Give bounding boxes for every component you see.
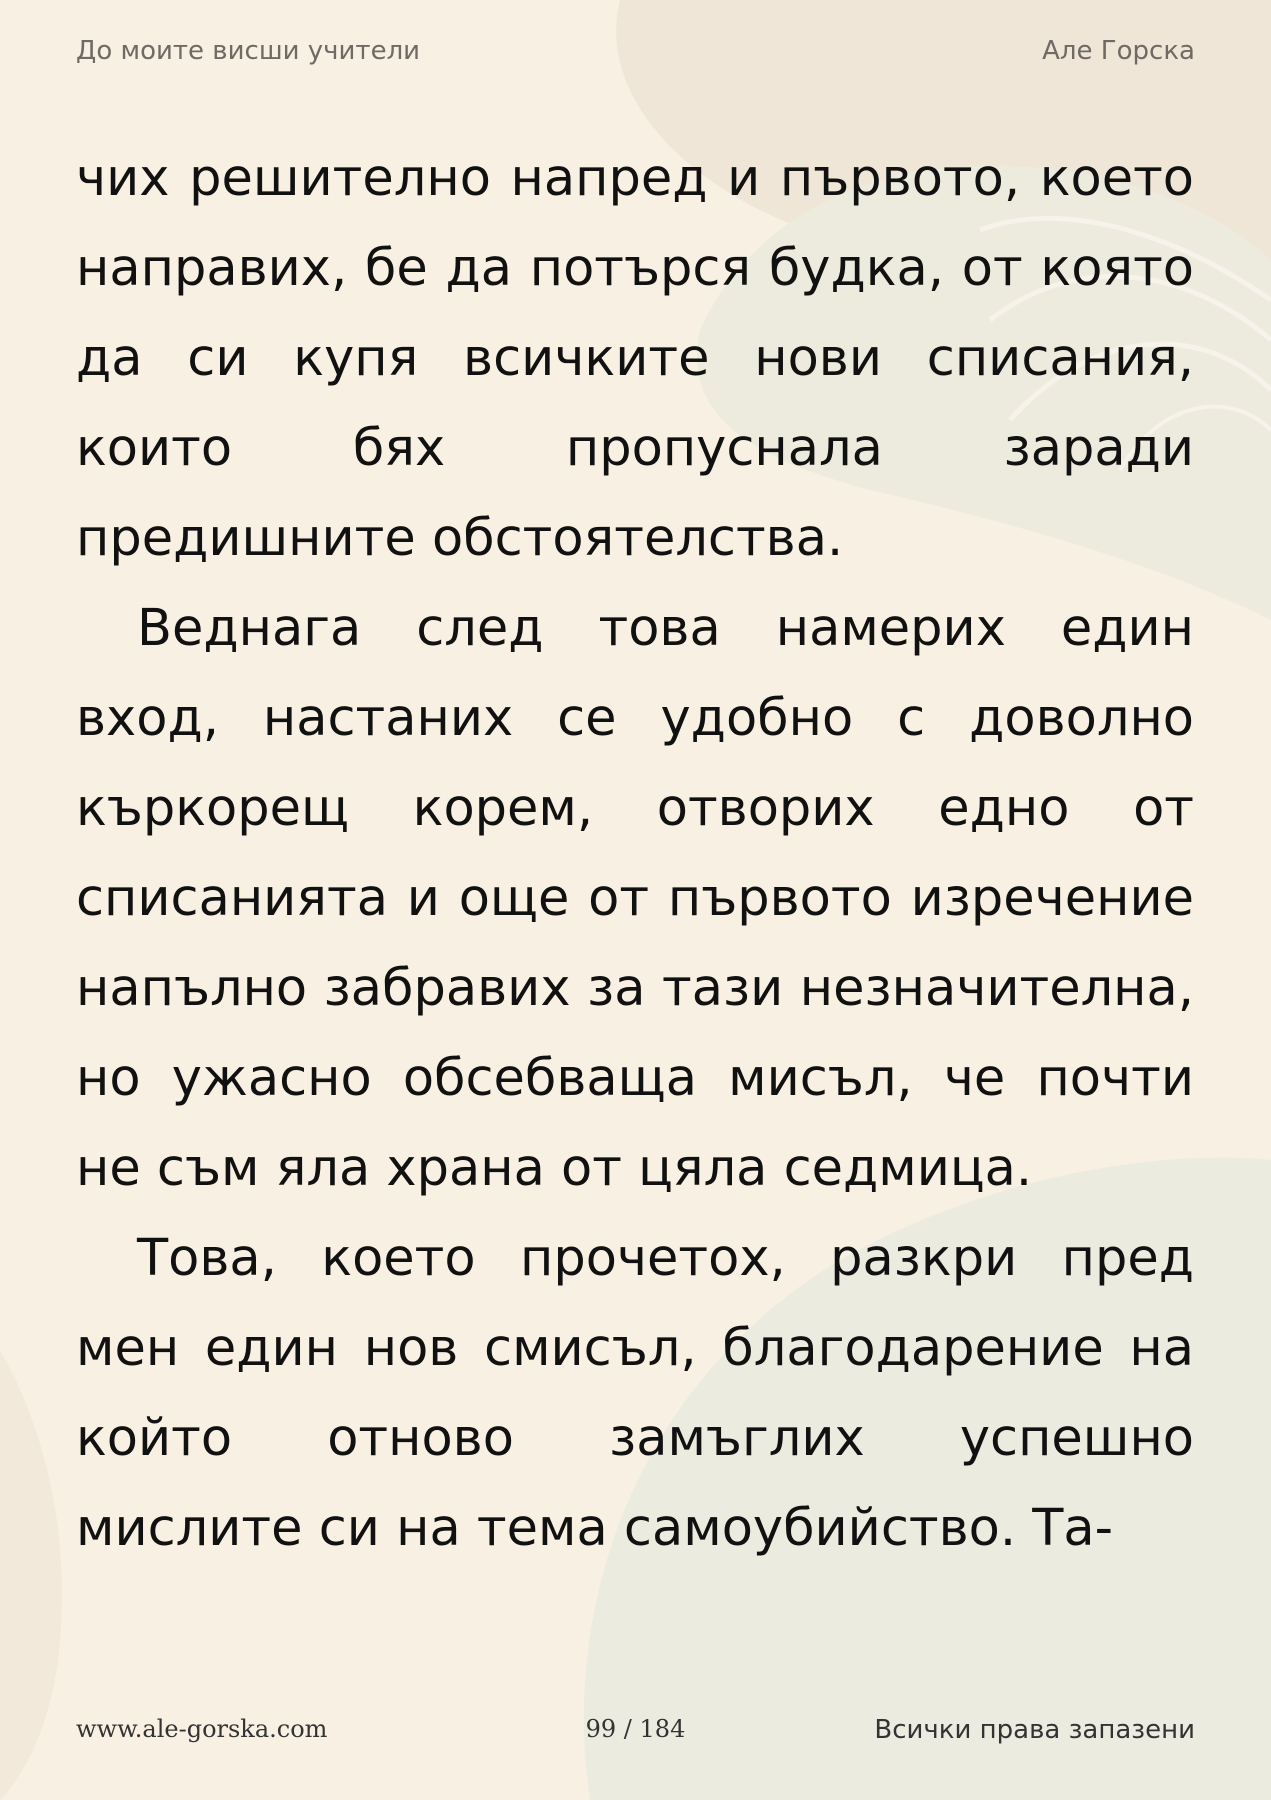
rights-notice: Всички права запазени bbox=[874, 1715, 1195, 1745]
website-link[interactable]: www.ale-gorska.com bbox=[76, 1715, 328, 1743]
paragraph: Веднага след това намерих един вход, настаних се удобно с доволно къркорещ корем, отворих едно от списанията и още от първото изречение напълно забравих за тази незначителна, но ужасно обсебваща мисъл, че почти не съм яла храна от цяла седмица. bbox=[76, 599, 1194, 1198]
paragraph: чих решително напред и първото, което направих, бе да потърся будка, от която да си купя всичките нови списания, които бях пропуснала заради предишните обстоятелства. bbox=[76, 149, 1194, 568]
author-name: Але Горска bbox=[1042, 36, 1195, 66]
book-title: До моите висши учители bbox=[76, 36, 421, 66]
paragraph: Това, което прочетох, разкри пред мен един нов смисъл, благодарение на който отново замъглих успешно мислите си на тема самоубийство. Та- bbox=[76, 1229, 1194, 1558]
page-header bbox=[76, 36, 1195, 66]
page-body-text bbox=[76, 134, 1194, 1574]
page-footer bbox=[76, 1715, 1195, 1747]
page-number: 99 / 184 bbox=[585, 1715, 686, 1743]
